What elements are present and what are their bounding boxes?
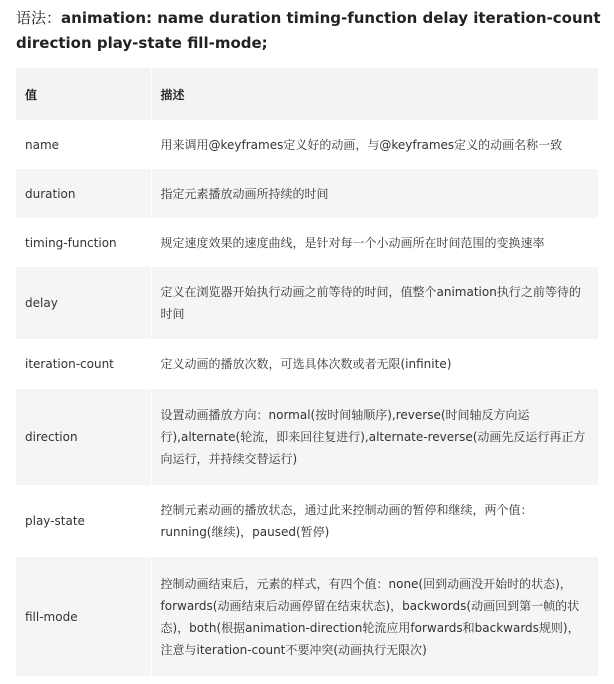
header-value: 值 xyxy=(16,68,151,120)
table-row xyxy=(16,218,598,267)
row-description: 用来调用@keyframes定义好的动画，与@keyframes定义的动画名称一致 xyxy=(151,120,598,169)
row-name: play-state xyxy=(16,485,151,557)
row-name: direction xyxy=(16,389,151,485)
row-description: 设置动画播放方向：normal(按时间轴顺序),reverse(时间轴反方向运行),alternate(轮流，即来回往复进行),alternate-reverse(动画先反运行再正方向运行，并持续交替运行) xyxy=(151,389,598,485)
row-name: fill-mode xyxy=(16,557,151,676)
table-row xyxy=(16,169,598,218)
syntax-line xyxy=(16,6,601,56)
syntax-code: animation: name duration timing-function delay iteration-count direction play-state fill-mode; xyxy=(16,9,601,52)
syntax-prefix: 语法： xyxy=(16,9,62,27)
table-row xyxy=(16,389,598,485)
table-row xyxy=(16,120,598,169)
table-row xyxy=(16,339,598,389)
row-name: delay xyxy=(16,267,151,339)
row-description: 控制动画结束后，元素的样式，有四个值：none(回到动画没开始时的状态)，forwards(动画结束后动画停留在结束状态)，backwords(动画回到第一帧的状态)，both(根据animation-direction轮流应用forwards和backwards规则)，注意与iteration-count不要冲突(动画执行无限次) xyxy=(151,557,598,676)
row-description: 指定元素播放动画所持续的时间 xyxy=(151,169,598,218)
row-description: 定义在浏览器开始执行动画之前等待的时间，值整个animation执行之前等待的时间 xyxy=(151,267,598,339)
row-name: timing-function xyxy=(16,218,151,267)
row-description: 定义动画的播放次数，可选具体次数或者无限(infinite) xyxy=(151,339,598,389)
table-header-row xyxy=(16,68,598,120)
header-description: 描述 xyxy=(151,68,598,120)
row-description: 规定速度效果的速度曲线，是针对每一个小动画所在时间范围的变换速率 xyxy=(151,218,598,267)
animation-properties-table xyxy=(16,68,599,676)
row-description: 控制元素动画的播放状态，通过此来控制动画的暂停和继续，两个值：running(继续)，paused(暂停) xyxy=(151,485,598,557)
row-name: iteration-count xyxy=(16,339,151,389)
table-row xyxy=(16,485,598,557)
row-name: duration xyxy=(16,169,151,218)
table-row xyxy=(16,267,598,339)
row-name: name xyxy=(16,120,151,169)
table-row xyxy=(16,557,598,676)
